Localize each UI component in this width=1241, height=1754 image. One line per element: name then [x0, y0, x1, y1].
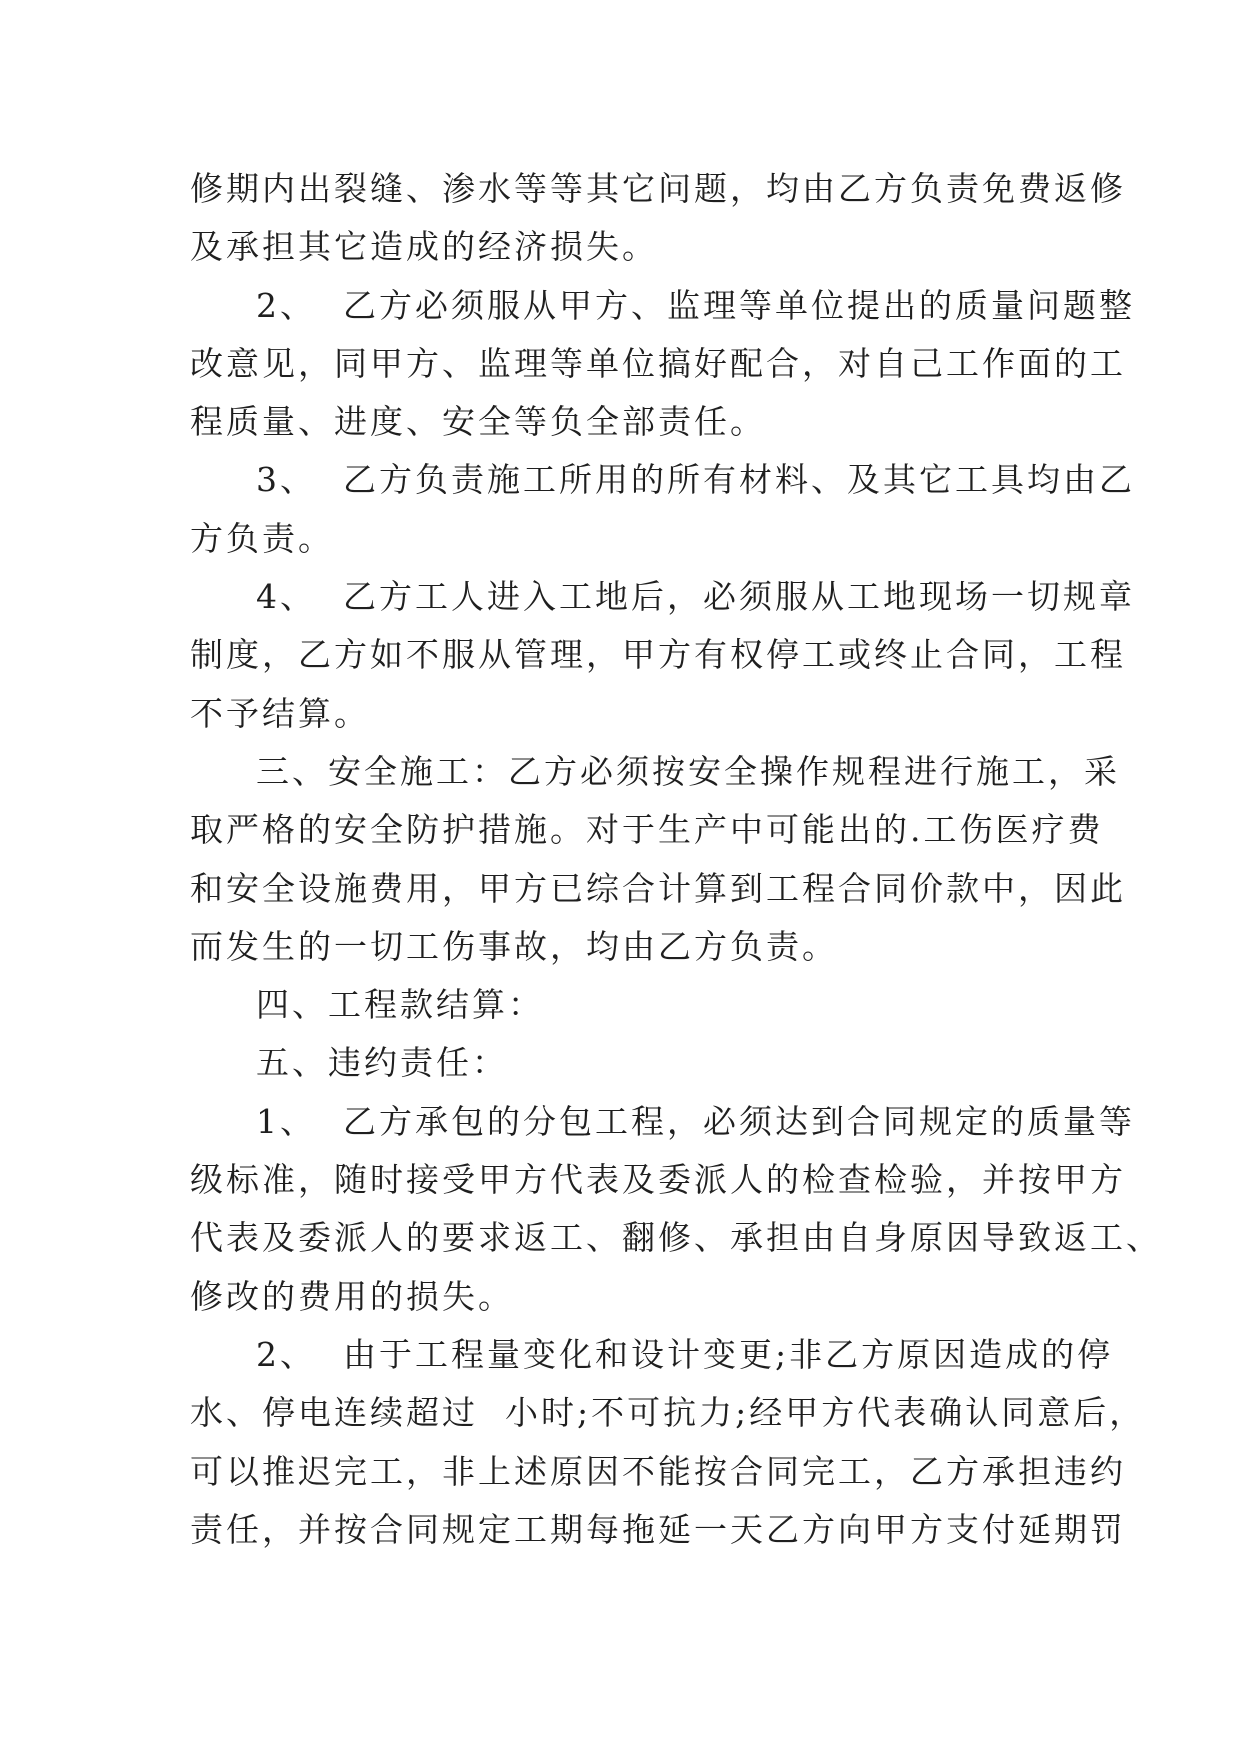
text-line: 1、 乙方承包的分包工程，必须达到合同规定的质量等	[256, 1101, 1135, 1141]
text-line: 代表及委派人的要求返工、翻修、承担由自身原因导致返工、	[190, 1218, 1162, 1258]
text-line: 程质量、进度、安全等负全部责任。	[190, 402, 766, 442]
text-line: 4、 乙方工人进入工地后，必须服从工地现场一切规章	[256, 577, 1135, 617]
text-line: 而发生的一切工伤事故，均由乙方负责。	[190, 926, 838, 966]
text-line: 四、工程款结算：	[256, 985, 544, 1025]
text-line: 和安全设施费用，甲方已综合计算到工程合同价款中，因此	[190, 868, 1126, 908]
text-line: 3、 乙方负责施工所用的所有材料、及其它工具均由乙	[256, 460, 1135, 500]
text-line: 修期内出裂缝、渗水等等其它问题，均由乙方负责免费返修	[190, 169, 1126, 208]
text-line: 五、违约责任：	[256, 1043, 508, 1083]
text-line: 制度，乙方如不服从管理，甲方有权停工或终止合同，工程	[190, 635, 1126, 675]
text-line: 2、 由于工程量变化和设计变更;非乙方原因造成的停	[256, 1334, 1114, 1374]
text-line: 及承担其它造成的经济损失。	[190, 227, 658, 267]
text-line: 级标准，随时接受甲方代表及委派人的检查检验，并按甲方	[190, 1160, 1126, 1200]
text-line: 2、 乙方必须服从甲方、监理等单位提出的质量问题整	[256, 285, 1135, 325]
text-line: 水、停电连续超过 小时;不可抗力;经甲方代表确认同意后，	[190, 1393, 1146, 1433]
text-line: 改意见，同甲方、监理等单位搞好配合，对自己工作面的工	[190, 343, 1126, 383]
text-line: 不予结算。	[190, 693, 370, 733]
text-line: 三、安全施工：乙方必须按安全操作规程进行施工，采	[256, 751, 1120, 791]
text-line: 修改的费用的损失。	[190, 1276, 514, 1316]
text-line: 方负责。	[190, 518, 334, 558]
text-line: 可以推迟完工，非上述原因不能按合同完工，乙方承担违约	[190, 1451, 1126, 1491]
text-line: 取严格的安全防护措施。对于生产中可能出的.工伤医疗费	[190, 810, 1104, 850]
document-body	[190, 160, 1162, 1559]
text-line: 责任，并按合同规定工期每拖延一天乙方向甲方支付延期罚	[190, 1509, 1126, 1549]
